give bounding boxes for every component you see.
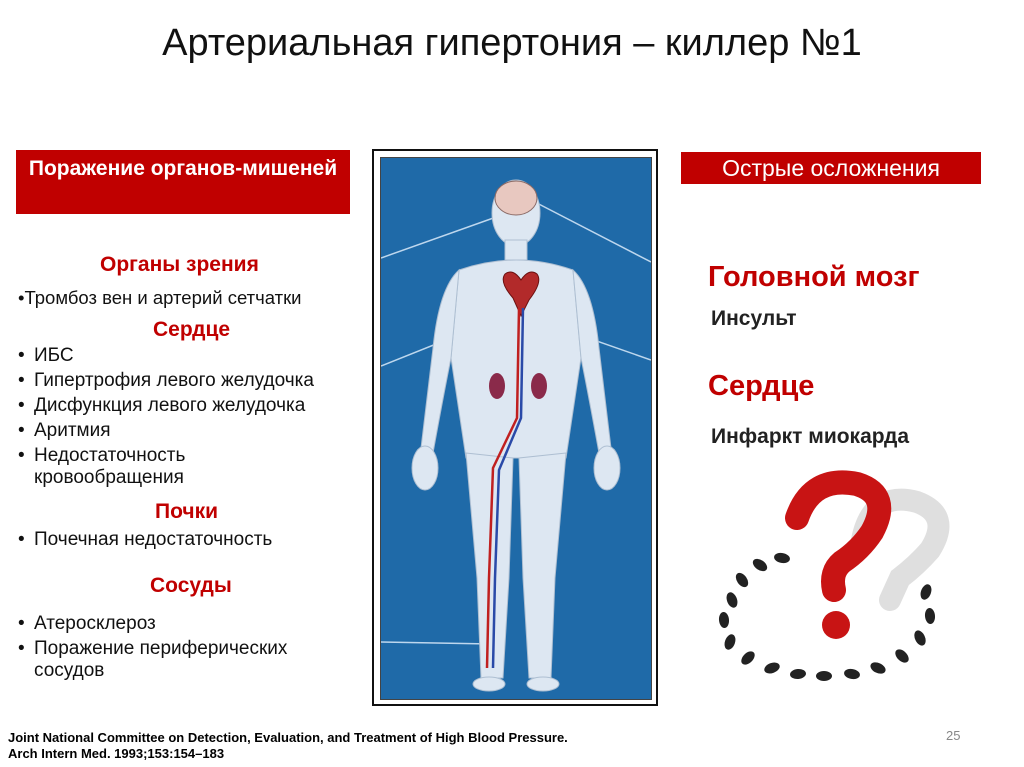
list-item: • Почечная недостаточность bbox=[16, 529, 376, 551]
kidneys-list bbox=[16, 529, 376, 554]
citation-line-2: Arch Intern Med. 1993;153:154–183 bbox=[8, 746, 225, 761]
brain-heading: Головной мозг bbox=[708, 261, 920, 293]
slide-title: Артериальная гипертония – киллер №1 bbox=[162, 22, 862, 64]
list-item: • Недостаточность кровообращения bbox=[16, 445, 254, 489]
human-body-icon bbox=[381, 158, 651, 699]
list-item: • Поражение периферических сосудов bbox=[16, 638, 346, 682]
citation-line-1: Joint National Committee on Detection, Evaluation, and Treatment of High Blood Pressure. bbox=[8, 730, 568, 745]
vessels-list bbox=[16, 613, 346, 685]
kidneys-heading: Почки bbox=[155, 500, 219, 523]
eyes-heading: Органы зрения bbox=[100, 253, 259, 276]
heart-heading-left: Сердце bbox=[153, 318, 231, 341]
question-mark-footprints-icon bbox=[712, 470, 962, 690]
body-illustration-frame bbox=[372, 149, 658, 706]
infarction-text: Инфаркт миокарда bbox=[711, 425, 910, 448]
target-organs-box: Поражение органов-мишеней bbox=[16, 150, 350, 214]
list-item: • Гипертрофия левого желудочка bbox=[16, 370, 376, 392]
stroke-text: Инсульт bbox=[711, 307, 797, 330]
list-item: • ИБС bbox=[16, 345, 376, 367]
acute-complications-box: Острые осложнения bbox=[681, 152, 981, 184]
list-item: • Аритмия bbox=[16, 420, 376, 442]
page-number: 25 bbox=[946, 728, 961, 743]
list-item: • Дисфункция левого желудочка bbox=[16, 395, 376, 417]
body-illustration bbox=[380, 157, 652, 700]
eyes-item: •Тромбоз вен и артерий сетчатки bbox=[18, 287, 302, 308]
heart-list bbox=[16, 345, 376, 492]
list-item: • Атеросклероз bbox=[16, 613, 346, 635]
citation bbox=[8, 730, 568, 762]
vessels-heading: Сосуды bbox=[150, 574, 232, 597]
heart-heading-right: Сердце bbox=[708, 370, 815, 402]
